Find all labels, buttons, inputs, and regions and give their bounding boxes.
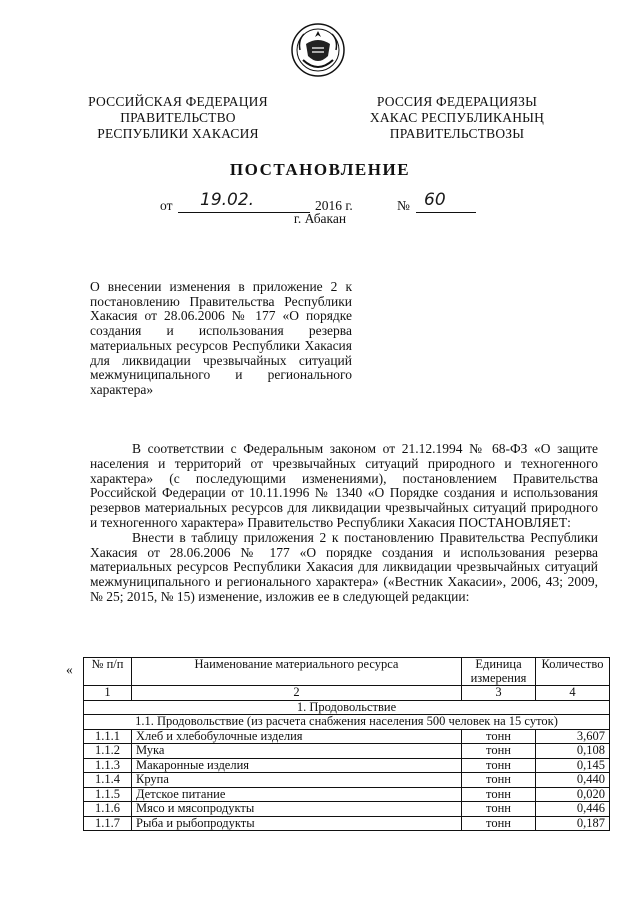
row-unit: тонн (462, 787, 536, 802)
year-text: 2016 г. (315, 198, 353, 213)
city-name: г. Абакан (293, 211, 347, 226)
row-qty: 0,145 (536, 758, 610, 773)
row-name: Мука (132, 744, 462, 759)
body-paragraph-amend: Внести в таблицу приложения 2 к постановлению Правительства Республики Хакасия от 28.06.2006 № 177 «О порядке создания и использования резерва материальных ресурсов Республики Хакасия для ликвидации чрезвычайных ситуаций межмуниципального и регионального характера» («Вестник Хакасии», 2006, 43; 2009, № 25; 2015, № 15) изменение, изложив ее в следующей редакции: (90, 529, 598, 604)
handwritten-date: 19.02. (200, 190, 255, 210)
row-unit: тонн (462, 758, 536, 773)
row-qty: 0,446 (536, 802, 610, 817)
row-unit: тонн (462, 802, 536, 817)
date-prefix: от (160, 198, 173, 213)
row-num: 1.1.4 (84, 773, 132, 788)
section-row (84, 700, 610, 715)
header-right-line: ПРАВИТЕЛЬСТВОЗЫ (389, 126, 525, 141)
row-qty: 0,187 (536, 816, 610, 831)
colnum-4: 4 (536, 686, 610, 701)
colnum-1: 1 (84, 686, 132, 701)
row-unit: тонн (462, 816, 536, 831)
row-num: 1.1.3 (84, 758, 132, 773)
row-unit: тонн (462, 744, 536, 759)
table-row (84, 744, 610, 759)
colnum-3: 3 (462, 686, 536, 701)
row-qty: 0,440 (536, 773, 610, 788)
row-qty: 3,607 (536, 729, 610, 744)
colnum-2: 2 (132, 686, 462, 701)
row-name: Хлеб и хлебобулочные изделия (132, 729, 462, 744)
header-name: Наименование материального ресурса (132, 658, 462, 686)
subject-paragraph: О внесении изменения в приложение 2 к постановлению Правительства Республики Хакасия от 28.06.2006 № 177 «О порядке создания и использования резерва материальных ресурсов Республики Хакасия для ликвидации чрезвычайных ситуаций межмуниципального и регионального характера» (90, 279, 352, 397)
row-num: 1.1.1 (84, 729, 132, 744)
header-right-line: ХАКАС РЕСПУБЛИКАНЫҢ (369, 110, 545, 125)
row-num: 1.1.7 (84, 816, 132, 831)
row-unit: тонн (462, 729, 536, 744)
header-left-line: ПРАВИТЕЛЬСТВО (120, 110, 236, 125)
handwritten-number: 60 (424, 190, 446, 210)
table-colnum-row (84, 686, 610, 701)
header-left-line: РЕСПУБЛИКИ ХАКАСИЯ (97, 126, 259, 141)
number-sign: № (397, 198, 410, 213)
row-name: Рыба и рыбопродукты (132, 816, 462, 831)
date-field (178, 192, 310, 213)
header-num: № п/п (84, 658, 132, 686)
table-row (84, 816, 610, 831)
row-num: 1.1.2 (84, 744, 132, 759)
table-row (84, 787, 610, 802)
table-row (84, 802, 610, 817)
header-left-block (78, 94, 278, 142)
header-right-line: РОССИЯ ФЕДЕРАЦИЯЗЫ (376, 94, 538, 109)
row-name: Крупа (132, 773, 462, 788)
opening-quote: « (66, 662, 73, 677)
header-unit: Единица измерения (462, 658, 536, 686)
section-title: 1. Продовольствие (84, 700, 610, 715)
row-qty: 0,020 (536, 787, 610, 802)
document-title: ПОСТАНОВЛЕНИЕ (229, 160, 411, 179)
header-right-block (352, 94, 562, 142)
body-text (90, 442, 598, 605)
header-qty: Количество (536, 658, 610, 686)
table-header-row (84, 658, 610, 686)
row-name: Мясо и мясопродукты (132, 802, 462, 817)
subsection-row (84, 715, 610, 730)
table-row (84, 773, 610, 788)
resources-table (83, 657, 610, 831)
body-paragraph-basis: В соответствии с Федеральным законом от 21.12.1994 № 68-ФЗ «О защите населения и территорий от чрезвычайных ситуаций природного и техногенного характера» (с последующими изменениями), постановлением Правительства Российской Федерации от 10.11.1996 № 1340 «О Порядке создания и использования резервов материальных ресурсов для ликвидации чрезвычайных ситуаций природного и техногенного характера» Правительство Республики Хакасия ПОСТАНОВЛЯЕТ: (90, 441, 598, 530)
row-unit: тонн (462, 773, 536, 788)
row-qty: 0,108 (536, 744, 610, 759)
row-name: Детское питание (132, 787, 462, 802)
number-field (416, 192, 476, 213)
table-row (84, 758, 610, 773)
subsection-title: 1.1. Продовольствие (из расчета снабжения населения 500 человек на 15 суток) (84, 715, 610, 730)
row-num: 1.1.6 (84, 802, 132, 817)
row-num: 1.1.5 (84, 787, 132, 802)
row-name: Макаронные изделия (132, 758, 462, 773)
header-left-line: РОССИЙСКАЯ ФЕДЕРАЦИЯ (88, 94, 268, 109)
table-row (84, 729, 610, 744)
coat-of-arms-emblem (290, 22, 346, 78)
